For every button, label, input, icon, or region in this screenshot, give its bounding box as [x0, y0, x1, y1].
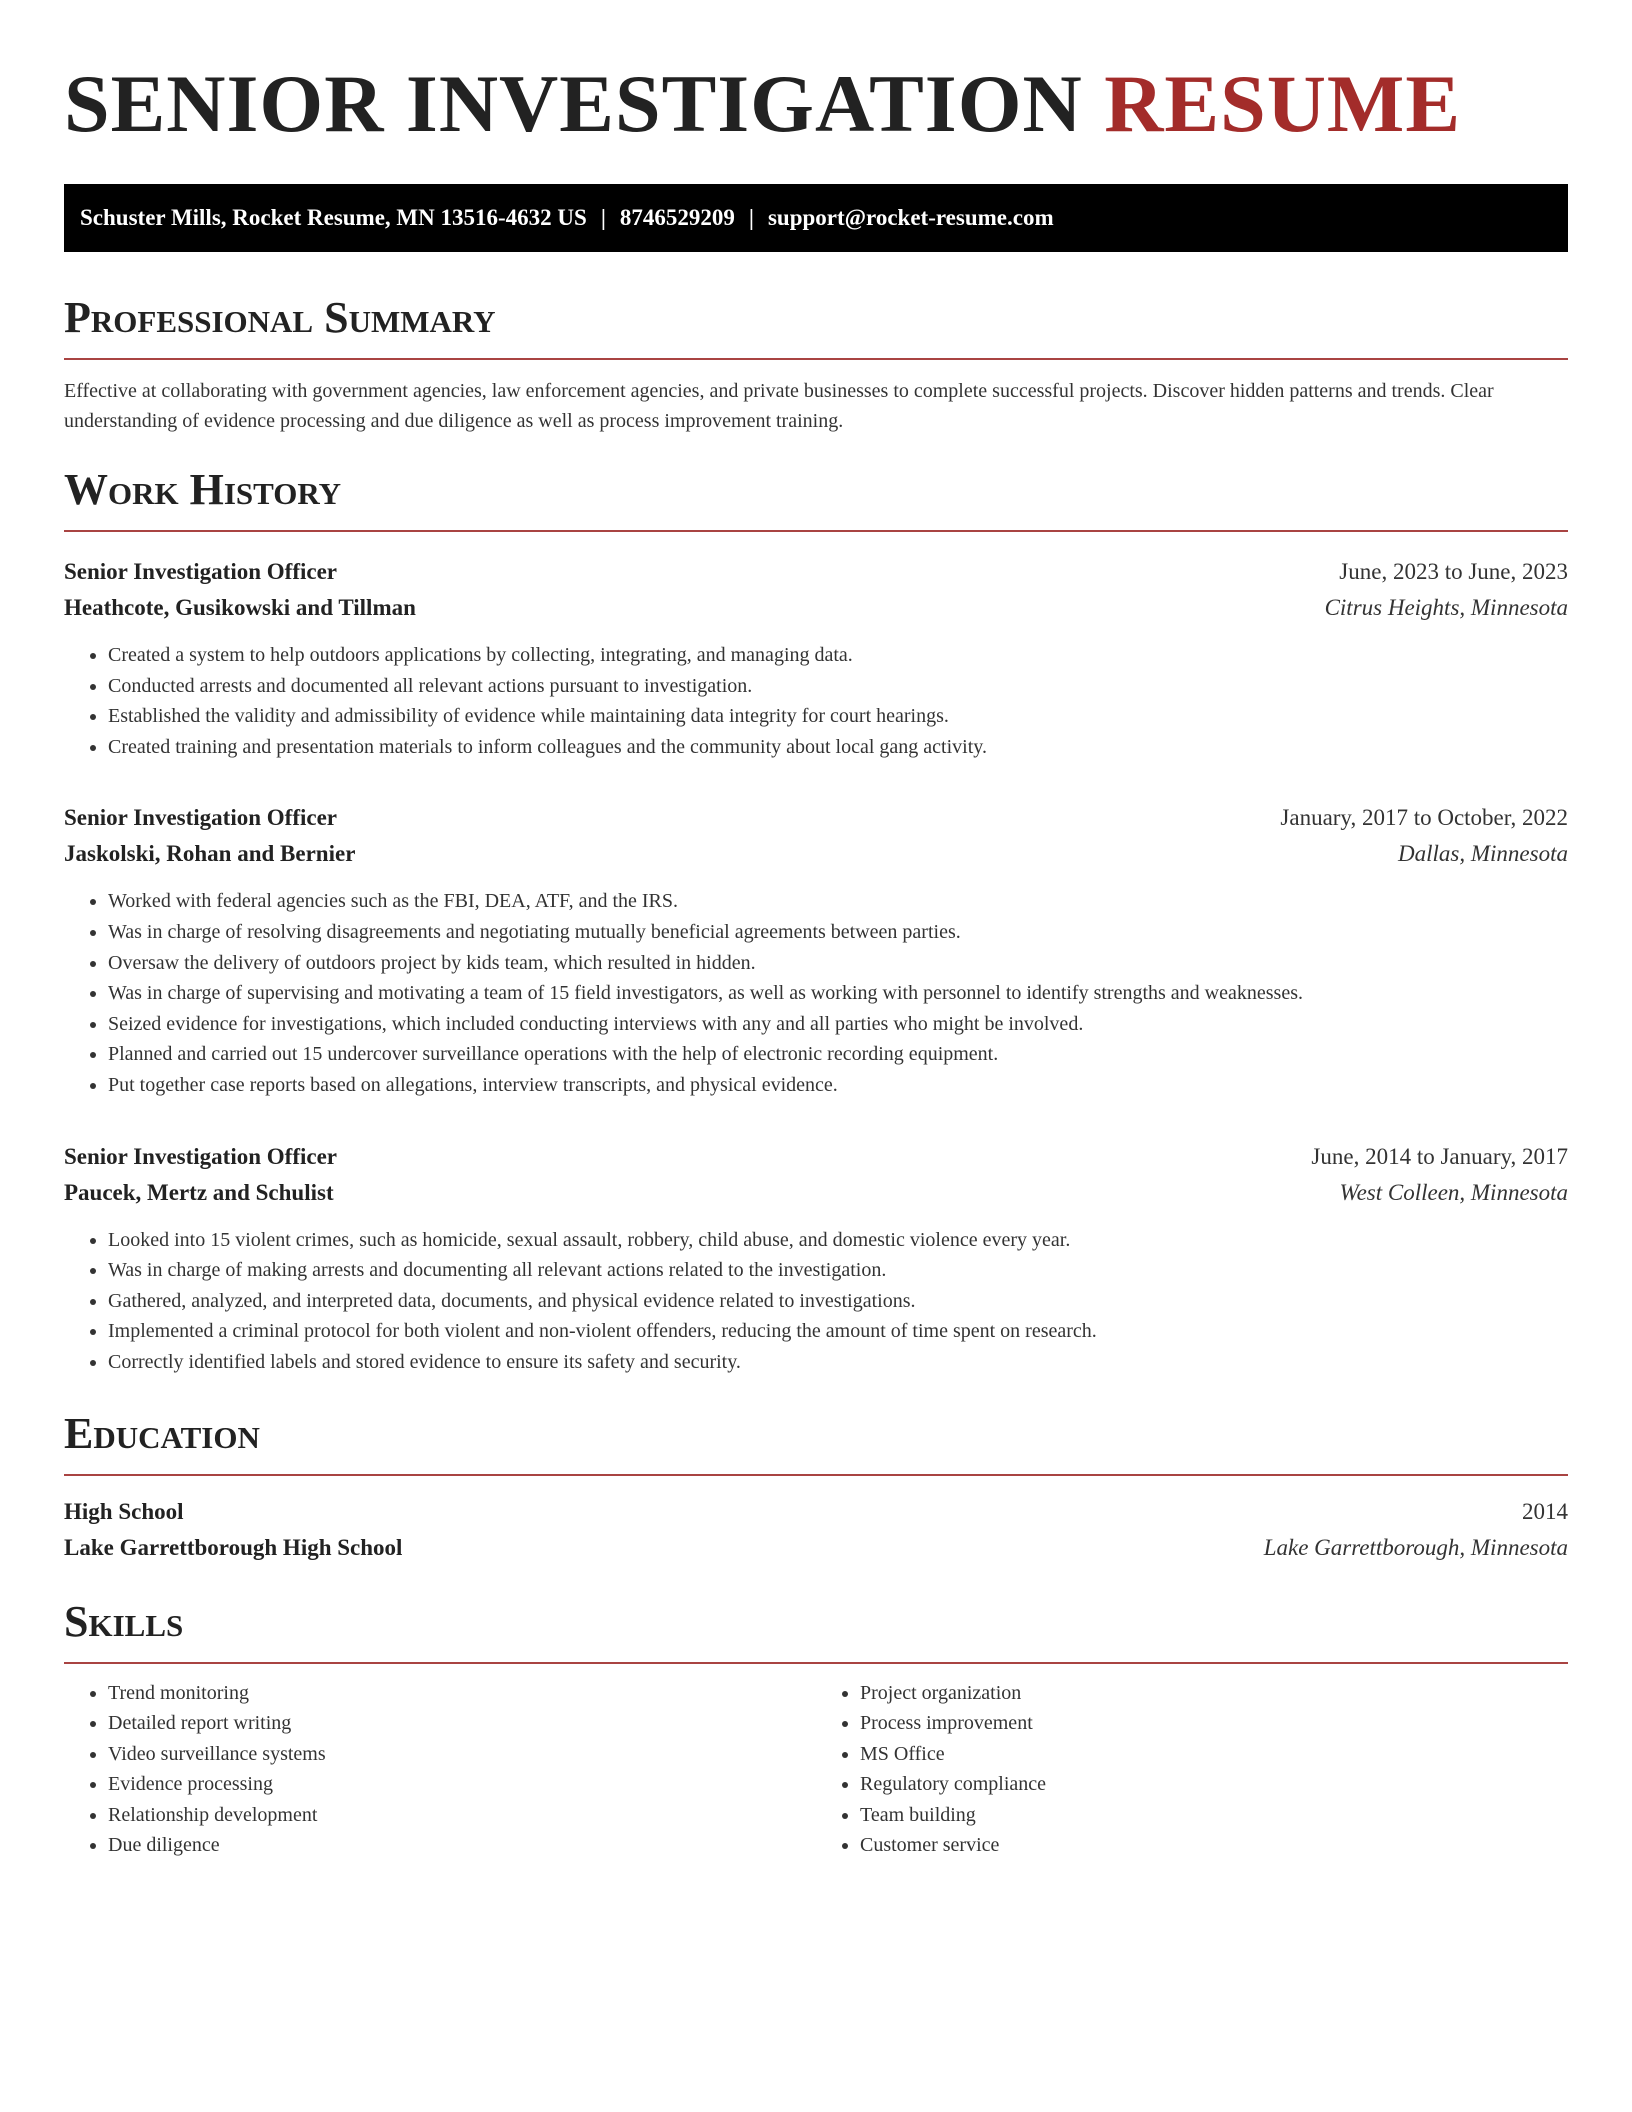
- education-year: 2014: [1522, 1498, 1568, 1524]
- job-dates: June, 2014 to January, 2017: [1311, 1143, 1568, 1169]
- education-degree: High School: [64, 1498, 184, 1524]
- title-main: SENIOR INVESTIGATION: [64, 58, 1083, 149]
- contact-bar: [64, 184, 1568, 252]
- job-bullet: • Established the validity and admissibility of evidence while maintaining data integrity for court hearings.: [108, 701, 1568, 732]
- job-company: Jaskolski, Rohan and Bernier: [64, 841, 356, 867]
- skill-item: • Relationship development: [108, 1800, 816, 1831]
- job-bullet: • Created training and presentation materials to inform colleagues and the community about local gang activity.: [108, 732, 1568, 763]
- job-role: Senior Investigation Officer: [64, 1143, 337, 1169]
- education-school: Lake Garrettborough High School: [64, 1534, 403, 1560]
- skill-item: • Process improvement: [860, 1708, 1568, 1739]
- skill-item: • Detailed report writing: [108, 1708, 816, 1739]
- professional-summary-section: [64, 292, 1568, 436]
- job-bullets: [64, 1225, 1568, 1378]
- skill-item: • MS Office: [860, 1739, 1568, 1770]
- job-bullet: • Was in charge of resolving disagreements and negotiating mutually beneficial agreements between parties.: [108, 917, 1568, 948]
- job-entry: [64, 554, 1568, 762]
- job-bullet: • Correctly identified labels and stored evidence to ensure its safety and security.: [108, 1347, 1568, 1378]
- skills-section: [64, 1596, 1568, 1862]
- section-title-work-history: Work History: [64, 464, 1568, 532]
- job-entry: [64, 1139, 1568, 1378]
- job-bullet: • Created a system to help outdoors applications by collecting, integrating, and managing data.: [108, 640, 1568, 671]
- skill-item: • Evidence processing: [108, 1769, 816, 1800]
- title-accent: RESUME: [1104, 58, 1462, 149]
- job-dates: June, 2023 to June, 2023: [1339, 559, 1568, 584]
- job-location: West Colleen, Minnesota: [1339, 1179, 1568, 1205]
- job-dates: January, 2017 to October, 2022: [1280, 805, 1568, 831]
- skill-item: • Video surveillance systems: [108, 1739, 816, 1770]
- skills-column-left: [64, 1678, 816, 1862]
- skill-item: • Customer service: [860, 1830, 1568, 1861]
- work-history-section: [64, 464, 1568, 1378]
- education-entry: [64, 1494, 1568, 1566]
- job-location: Dallas, Minnesota: [1398, 841, 1568, 867]
- job-bullet: • Gathered, analyzed, and interpreted data, documents, and physical evidence related to investigations.: [108, 1286, 1568, 1317]
- contact-phone: 8746529209: [619, 205, 735, 230]
- summary-text: Effective at collaborating with government agencies, law enforcement agencies, and private businesses to complete successful projects. Discover hidden patterns and trends. Clear understanding of evidence processing and due diligence as well as process improvement training.: [64, 380, 1494, 432]
- skill-item: • Team building: [860, 1800, 1568, 1831]
- skills-grid: [64, 1678, 1568, 1862]
- contact-address: Schuster Mills, Rocket Resume, MN 13516-4632 US: [80, 205, 587, 230]
- job-bullet: • Was in charge of supervising and motivating a team of 15 field investigators, as well as working with personnel to identify strengths and weaknesses.: [108, 978, 1568, 1009]
- skills-column-right: [816, 1678, 1568, 1862]
- job-bullet: • Planned and carried out 15 undercover surveillance operations with the help of electronic recording equipment.: [108, 1039, 1568, 1070]
- education-section: [64, 1408, 1568, 1566]
- job-bullet: • Worked with federal agencies such as the FBI, DEA, ATF, and the IRS.: [108, 886, 1568, 917]
- section-title-education: Education: [64, 1408, 1568, 1476]
- job-location: Citrus Heights, Minnesota: [1324, 595, 1568, 620]
- contact-email: support@rocket-resume.com: [767, 205, 1054, 230]
- job-role: Senior Investigation Officer: [64, 805, 337, 831]
- job-bullet: • Oversaw the delivery of outdoors project by kids team, which resulted in hidden.: [108, 948, 1568, 979]
- skill-item: • Project organization: [860, 1678, 1568, 1709]
- job-bullet: • Implemented a criminal protocol for both violent and non-violent offenders, reducing the amount of time spent on research.: [108, 1316, 1568, 1347]
- resume-title: [64, 56, 1568, 152]
- job-bullet: • Was in charge of making arrests and documenting all relevant actions related to the investigation.: [108, 1255, 1568, 1286]
- section-title-summary: Professional Summary: [64, 292, 1568, 360]
- job-bullet: • Put together case reports based on allegations, interview transcripts, and physical evidence.: [108, 1070, 1568, 1101]
- section-title-skills: Skills: [64, 1596, 1568, 1664]
- job-role: Senior Investigation Officer: [64, 559, 337, 584]
- skill-item: • Regulatory compliance: [860, 1769, 1568, 1800]
- contact-separator: |: [748, 205, 754, 230]
- skill-item: • Due diligence: [108, 1830, 816, 1861]
- job-company: Paucek, Mertz and Schulist: [64, 1179, 334, 1205]
- job-company: Heathcote, Gusikowski and Tillman: [64, 595, 416, 620]
- contact-separator: |: [600, 205, 606, 230]
- education-location: Lake Garrettborough, Minnesota: [1263, 1534, 1568, 1560]
- job-bullets: [64, 886, 1568, 1100]
- job-bullets: [64, 640, 1568, 762]
- job-entry: [64, 800, 1568, 1100]
- skill-item: • Trend monitoring: [108, 1678, 816, 1709]
- job-bullet: • Looked into 15 violent crimes, such as homicide, sexual assault, robbery, child abuse, and domestic violence every year.: [108, 1225, 1568, 1256]
- job-bullet: • Seized evidence for investigations, which included conducting interviews with any and all parties who might be involved.: [108, 1009, 1568, 1040]
- job-bullet: • Conducted arrests and documented all relevant actions pursuant to investigation.: [108, 671, 1568, 702]
